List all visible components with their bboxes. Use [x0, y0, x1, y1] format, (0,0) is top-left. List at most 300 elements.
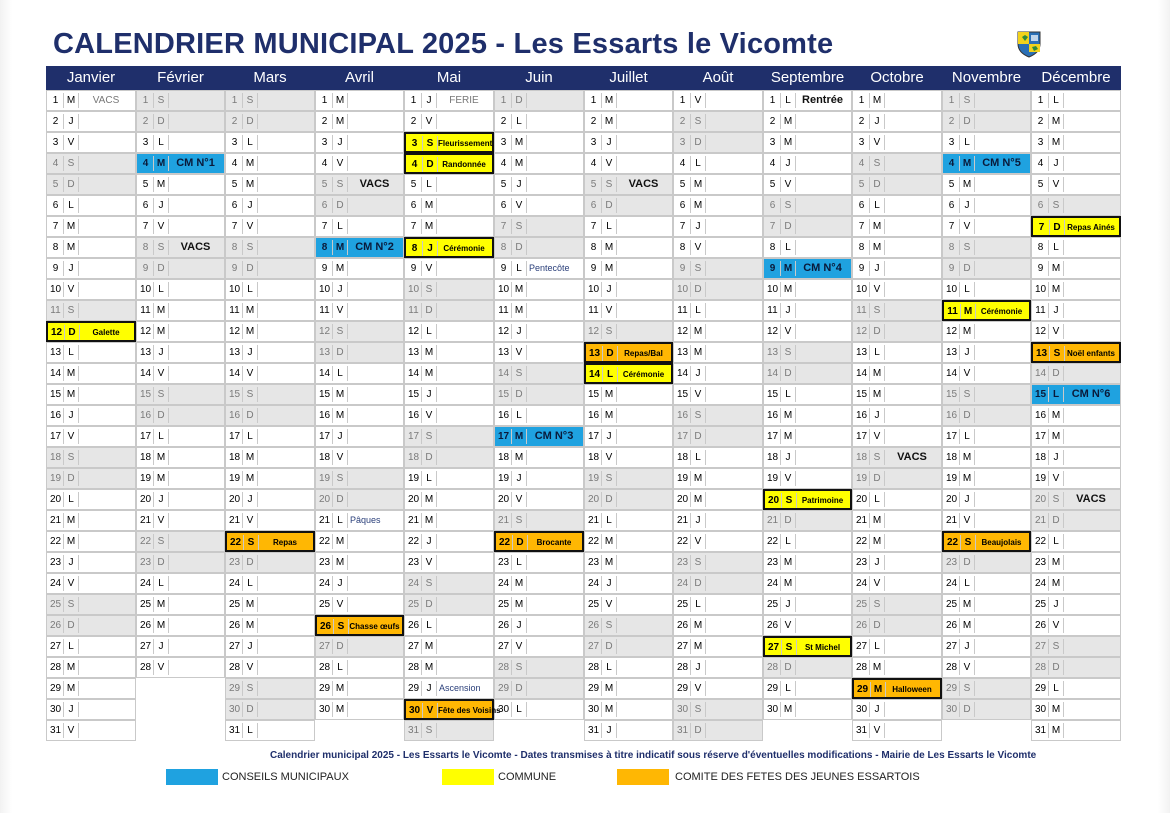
day-cell	[673, 531, 763, 552]
day-letter: S	[515, 662, 523, 673]
day-cell	[225, 195, 315, 216]
day-cell	[136, 489, 225, 510]
day-number: 11	[50, 305, 61, 316]
day-number: 7	[1038, 222, 1045, 233]
day-cell	[763, 447, 852, 468]
day-cell	[942, 699, 1031, 720]
day-cell	[136, 636, 225, 657]
day-cell	[315, 678, 404, 699]
day-letter: M	[872, 221, 882, 232]
day-number: 15	[766, 389, 779, 400]
day-cell	[852, 678, 942, 699]
day-letter: S	[246, 242, 254, 253]
day-number: 22	[855, 536, 868, 547]
day-number: 30	[676, 704, 689, 715]
day-letter: S	[605, 179, 613, 190]
day-number: 10	[1034, 284, 1047, 295]
day-cell	[673, 678, 763, 699]
day-cell	[584, 237, 673, 258]
day-cell	[673, 552, 763, 573]
day-letter: M	[1051, 704, 1061, 715]
day-cell	[494, 594, 584, 615]
day-cell	[673, 153, 763, 174]
day-cell	[673, 237, 763, 258]
day-cell	[494, 279, 584, 300]
month-header: Juillet	[609, 69, 648, 86]
day-letter: M	[424, 662, 434, 673]
day-number: 8	[769, 242, 776, 253]
day-letter: M	[1051, 263, 1061, 274]
day-number: 16	[587, 410, 600, 421]
day-letter: D	[1052, 368, 1060, 379]
day-cell	[46, 636, 136, 657]
event-label: Brocante	[536, 538, 572, 547]
day-cell	[673, 720, 763, 741]
day-number: 23	[587, 557, 600, 568]
day-letter: D	[784, 368, 792, 379]
day-cell	[46, 489, 136, 510]
day-letter: M	[604, 95, 614, 106]
day-cell	[763, 300, 852, 321]
day-letter: L	[695, 305, 701, 316]
day-number: 23	[945, 557, 958, 568]
day-letter: L	[964, 137, 970, 148]
day-letter: M	[963, 306, 973, 317]
day-number: 31	[1034, 725, 1047, 736]
day-letter: L	[1053, 95, 1059, 106]
day-cell	[494, 510, 584, 531]
day-number: 5	[410, 179, 417, 190]
day-number: 5	[142, 179, 149, 190]
day-letter: V	[873, 431, 881, 442]
day-letter: D	[605, 200, 613, 211]
day-number: 29	[49, 683, 62, 694]
day-cell	[315, 153, 404, 174]
day-number: 3	[590, 137, 597, 148]
month-header: Août	[702, 69, 734, 86]
day-number: 31	[676, 725, 689, 736]
day-cell	[136, 111, 225, 132]
day-cell	[942, 321, 1031, 342]
day-cell	[315, 384, 404, 405]
day-letter: D	[605, 494, 613, 505]
day-cell	[404, 363, 494, 384]
day-letter: M	[962, 452, 972, 463]
day-cell	[763, 363, 852, 384]
day-cell	[942, 594, 1031, 615]
day-letter: M	[66, 221, 76, 232]
day-letter: D	[246, 557, 254, 568]
day-number: 9	[52, 263, 59, 274]
day-number: 1	[1037, 95, 1044, 106]
day-number: 9	[948, 263, 955, 274]
day-letter: M	[1051, 284, 1061, 295]
day-letter: M	[693, 620, 703, 631]
day-number: 15	[497, 389, 510, 400]
day-cell	[584, 489, 673, 510]
day-letter: M	[245, 452, 255, 463]
day-letter: M	[783, 116, 793, 127]
day-cell	[494, 258, 584, 279]
day-number: 14	[139, 368, 152, 379]
day-letter: V	[246, 662, 254, 673]
day-letter: L	[68, 200, 74, 211]
day-number: 28	[228, 662, 241, 673]
day-cell	[942, 342, 1031, 363]
day-number: 30	[766, 704, 779, 715]
day-cell	[136, 237, 225, 258]
day-letter: L	[247, 284, 253, 295]
day-cell	[494, 363, 584, 384]
day-cell	[584, 594, 673, 615]
day-number: 14	[497, 368, 510, 379]
day-number: 21	[228, 515, 241, 526]
day-letter: M	[693, 641, 703, 652]
day-letter: J	[606, 725, 612, 736]
day-number: 20	[139, 494, 152, 505]
day-number: 10	[945, 284, 958, 295]
day-letter: M	[335, 683, 345, 694]
day-cell	[1031, 489, 1121, 510]
day-number: 18	[49, 452, 62, 463]
day-number: 25	[1034, 599, 1047, 610]
day-letter: M	[783, 431, 793, 442]
day-cell	[673, 594, 763, 615]
month-header: Mars	[253, 69, 287, 86]
day-number: 19	[1034, 473, 1047, 484]
day-letter: J	[516, 473, 522, 484]
day-cell	[404, 237, 494, 258]
legend-swatch-conseil	[166, 769, 218, 785]
day-letter: M	[424, 200, 434, 211]
day-letter: V	[67, 725, 75, 736]
day-cell	[852, 489, 942, 510]
day-letter: D	[336, 200, 344, 211]
day-cell	[942, 111, 1031, 132]
day-number: 1	[858, 95, 865, 106]
day-cell	[225, 552, 315, 573]
day-letter: V	[873, 725, 881, 736]
day-number: 25	[139, 599, 152, 610]
day-number: 25	[49, 599, 62, 610]
day-cell	[404, 699, 501, 720]
day-letter: M	[245, 599, 255, 610]
day-cell	[315, 489, 404, 510]
day-number: 18	[945, 452, 958, 463]
day-number: 31	[49, 725, 62, 736]
day-number: 7	[231, 221, 238, 232]
day-cell	[404, 531, 494, 552]
day-letter: D	[68, 327, 76, 338]
day-number: 8	[321, 242, 328, 253]
day-letter: L	[1053, 242, 1059, 253]
day-cell	[315, 279, 404, 300]
day-cell	[225, 468, 315, 489]
day-cell	[136, 405, 225, 426]
day-number: 8	[679, 242, 686, 253]
day-number: 13	[318, 347, 331, 358]
day-cell	[494, 111, 584, 132]
day-number: 2	[52, 116, 59, 127]
day-letter: M	[604, 704, 614, 715]
day-number: 16	[766, 410, 779, 421]
day-cell	[942, 615, 1031, 636]
day-number: 14	[318, 368, 331, 379]
day-number: 6	[948, 200, 955, 211]
day-letter: J	[68, 704, 74, 715]
day-number: 6	[321, 200, 328, 211]
day-letter: L	[426, 620, 432, 631]
day-cell	[1031, 699, 1121, 720]
day-cell	[136, 384, 225, 405]
day-number: 18	[497, 452, 510, 463]
day-cell	[1031, 573, 1121, 594]
day-cell	[852, 636, 942, 657]
day-letter: M	[424, 221, 434, 232]
day-letter: J	[158, 200, 164, 211]
day-letter: L	[247, 431, 253, 442]
day-cell	[494, 426, 584, 447]
day-number: 31	[855, 725, 868, 736]
day-letter: J	[1053, 452, 1059, 463]
day-cell	[584, 279, 673, 300]
day-cell	[942, 447, 1031, 468]
day-letter: M	[156, 620, 166, 631]
day-number: 18	[228, 452, 241, 463]
day-number: 3	[52, 137, 59, 148]
day-number: 16	[945, 410, 958, 421]
day-letter: J	[695, 221, 701, 232]
day-letter: D	[694, 284, 702, 295]
day-number: 2	[142, 116, 149, 127]
day-letter: D	[336, 347, 344, 358]
day-letter: L	[964, 578, 970, 589]
day-number: 30	[497, 704, 510, 715]
day-cell	[763, 552, 852, 573]
day-letter: M	[335, 557, 345, 568]
day-number: 8	[1037, 242, 1044, 253]
day-number: 2	[769, 116, 776, 127]
day-letter: S	[67, 158, 75, 169]
day-cell	[1031, 405, 1121, 426]
day-cell	[852, 363, 942, 384]
day-cell	[852, 405, 942, 426]
month-header: Janvier	[66, 69, 116, 86]
day-letter: L	[785, 389, 791, 400]
day-letter: M	[156, 452, 166, 463]
day-number: 20	[676, 494, 689, 505]
day-number: 29	[407, 683, 420, 694]
event-label: Pentecôte	[529, 263, 570, 273]
day-cell	[136, 174, 225, 195]
day-letter: L	[337, 221, 343, 232]
day-number: 23	[676, 557, 689, 568]
day-cell	[136, 195, 225, 216]
day-letter: M	[66, 515, 76, 526]
day-number: 27	[945, 641, 958, 652]
day-number: 25	[766, 599, 779, 610]
day-cell	[584, 258, 673, 279]
day-cell	[1031, 678, 1121, 699]
day-letter: J	[1053, 599, 1059, 610]
day-number: 26	[49, 620, 62, 631]
day-number: 22	[946, 537, 959, 548]
day-letter: S	[963, 389, 971, 400]
day-letter: L	[516, 263, 522, 274]
day-number: 4	[231, 158, 238, 169]
day-cell	[404, 153, 494, 174]
day-cell	[673, 468, 763, 489]
day-letter: M	[335, 389, 345, 400]
day-number: 27	[855, 641, 868, 652]
day-number: 17	[1034, 431, 1047, 442]
day-cell	[315, 216, 404, 237]
day-number: 6	[1037, 200, 1044, 211]
day-letter: S	[157, 95, 165, 106]
day-number: 2	[590, 116, 597, 127]
day-letter: S	[337, 621, 345, 632]
day-letter: J	[964, 347, 970, 358]
day-letter: V	[515, 494, 523, 505]
day-letter: M	[156, 158, 166, 169]
day-cell	[584, 573, 673, 594]
day-letter: J	[1053, 158, 1059, 169]
day-letter: V	[694, 389, 702, 400]
day-letter: J	[427, 243, 433, 254]
event-label: Galette	[92, 328, 120, 337]
day-number: 17	[676, 431, 689, 442]
day-number: 25	[228, 599, 241, 610]
day-letter: S	[336, 179, 344, 190]
day-cell	[1031, 237, 1121, 258]
day-number: 29	[676, 683, 689, 694]
day-cell	[763, 258, 852, 279]
event-label: VACS	[1076, 493, 1106, 505]
day-letter: D	[784, 662, 792, 673]
day-cell	[763, 468, 852, 489]
day-cell	[763, 174, 852, 195]
event-label: VACS	[897, 451, 927, 463]
day-number: 5	[590, 179, 597, 190]
day-cell	[404, 195, 494, 216]
day-number: 12	[1034, 326, 1047, 337]
day-letter: J	[337, 284, 343, 295]
day-number: 1	[769, 95, 776, 106]
day-cell	[942, 237, 1031, 258]
day-number: 5	[321, 179, 328, 190]
event-label: Pâques	[350, 515, 381, 525]
day-letter: S	[1052, 641, 1060, 652]
legend-label-commune: COMMUNE	[498, 771, 557, 783]
day-number: 1	[500, 95, 507, 106]
day-letter: D	[515, 95, 523, 106]
day-number: 13	[139, 347, 152, 358]
day-letter: J	[516, 326, 522, 337]
day-number: 31	[407, 725, 420, 736]
day-number: 13	[766, 347, 779, 358]
day-letter: S	[873, 158, 881, 169]
day-cell	[763, 279, 852, 300]
day-cell	[1031, 426, 1121, 447]
day-cell	[46, 699, 136, 720]
day-cell	[763, 594, 852, 615]
day-letter: D	[426, 159, 434, 170]
day-number: 22	[766, 536, 779, 547]
day-number: 8	[858, 242, 865, 253]
day-number: 11	[319, 305, 330, 316]
day-letter: J	[785, 158, 791, 169]
day-letter: S	[425, 578, 433, 589]
day-cell	[763, 615, 852, 636]
day-number: 18	[1034, 452, 1047, 463]
day-number: 12	[497, 326, 510, 337]
event-label: Beaujolais	[981, 538, 1022, 547]
day-letter: S	[67, 305, 75, 316]
day-number: 28	[318, 662, 331, 673]
day-letter: D	[516, 537, 524, 548]
day-number: 22	[407, 536, 420, 547]
day-number: 25	[587, 599, 600, 610]
day-letter: D	[606, 348, 614, 359]
day-letter: L	[785, 242, 791, 253]
day-letter: M	[245, 620, 255, 631]
day-cell	[225, 426, 315, 447]
event-label: Cérémonie	[980, 307, 1023, 316]
day-number: 24	[139, 578, 152, 589]
day-letter: V	[246, 221, 254, 232]
day-number: 18	[855, 452, 868, 463]
day-number: 29	[766, 683, 779, 694]
day-cell	[315, 174, 404, 195]
event-label: Fleurissement	[438, 139, 493, 148]
day-number: 8	[142, 242, 149, 253]
day-cell	[494, 405, 584, 426]
day-number: 5	[679, 179, 686, 190]
event-label: CM N°6	[1071, 388, 1111, 400]
month-header-row	[46, 66, 1121, 90]
day-letter: V	[784, 473, 792, 484]
day-letter: M	[962, 158, 972, 169]
day-letter: M	[783, 137, 793, 148]
day-number: 16	[318, 410, 331, 421]
day-number: 21	[1034, 515, 1047, 526]
day-number: 10	[49, 284, 62, 295]
day-number: 1	[410, 95, 417, 106]
day-number: 22	[318, 536, 331, 547]
day-letter: D	[784, 221, 792, 232]
day-cell	[315, 132, 404, 153]
day-number: 13	[407, 347, 420, 358]
day-letter: M	[156, 326, 166, 337]
day-number: 28	[407, 662, 420, 673]
day-letter: S	[694, 704, 702, 715]
day-letter: J	[785, 305, 791, 316]
day-number: 19	[855, 473, 868, 484]
day-letter: M	[872, 662, 882, 673]
day-letter: M	[514, 305, 524, 316]
day-letter: J	[874, 704, 880, 715]
day-letter: J	[426, 389, 432, 400]
day-letter: M	[783, 557, 793, 568]
day-letter: L	[337, 515, 343, 526]
event-label: Chasse œufs	[349, 622, 400, 631]
day-cell	[673, 342, 763, 363]
day-number: 5	[1037, 179, 1044, 190]
day-letter: J	[426, 95, 432, 106]
day-letter: S	[873, 599, 881, 610]
day-number: 30	[587, 704, 600, 715]
day-number: 21	[49, 515, 62, 526]
